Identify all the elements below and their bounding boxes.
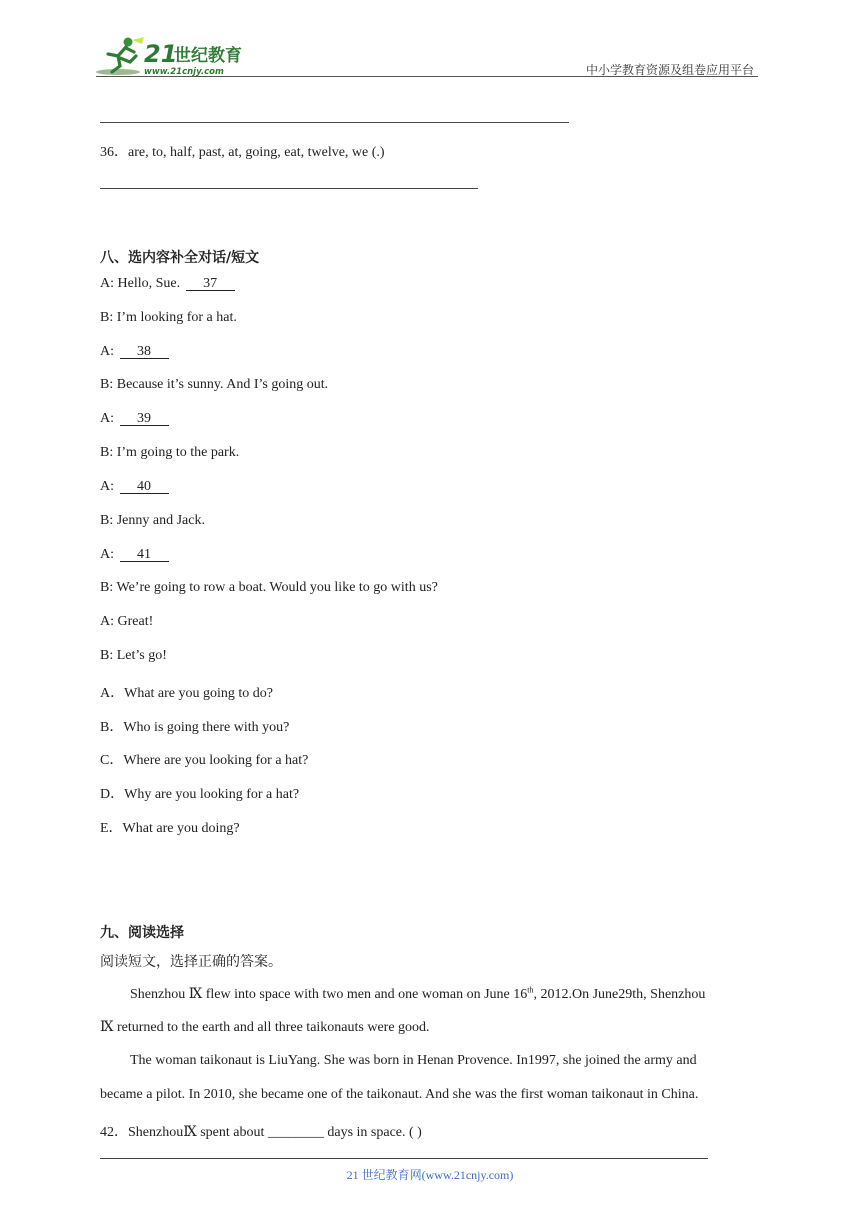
section-9-instruction: 阅读短文，选择正确的答案。: [100, 954, 282, 970]
page-header: [96, 32, 758, 78]
header-divider: [96, 76, 758, 77]
svg-text:21: 21: [144, 40, 178, 68]
blank-37[interactable]: [184, 276, 237, 292]
section-8-title: 八、选内容补全对话/短文: [100, 250, 260, 266]
header-platform-title: 中小学教育资源及组卷应用平台: [585, 63, 754, 77]
option-b[interactable]: B．Who is going there with you?: [100, 720, 290, 735]
option-d[interactable]: D．Why are you looking for a hat?: [100, 787, 300, 802]
passage-text: , 2012.On June29th, Shenzhou: [533, 987, 706, 1002]
question-42: 42．ShenzhouⅨ spent about ________ days in space. ( ): [100, 1125, 422, 1140]
passage-paragraph-2-line-1: The woman taikonaut is LiuYang. She was born in Henan Provence. In1997, she joined the army and: [130, 1053, 697, 1068]
blank-number: 40: [137, 479, 151, 494]
option-a[interactable]: A．What are you going to do?: [100, 686, 274, 701]
blank-number: 41: [137, 547, 151, 562]
footer-divider: [100, 1158, 708, 1159]
dialog-line-3: [100, 344, 171, 360]
blank-number: 39: [137, 411, 151, 426]
passage-paragraph-2-line-2: became a pilot. In 2010, she became one of the taikonaut. And she was the first woman taikonaut in China.: [100, 1087, 699, 1102]
passage-paragraph-1-line-2: Ⅸ returned to the earth and all three taikonauts were good.: [100, 1020, 430, 1035]
section-9-title: 九、阅读选择: [100, 925, 184, 941]
dialog-text: A:: [100, 411, 118, 426]
site-logo[interactable]: [96, 34, 266, 76]
dialog-line-12: B: Let’s go!: [100, 648, 167, 663]
dialog-line-10: B: We’re going to row a boat. Would you like to go with us?: [100, 580, 438, 595]
footer-link[interactable]: 21 世纪教育网(www.21cnjy.com): [346, 1168, 514, 1182]
dialog-line-7: [100, 479, 171, 495]
dialog-text: A:: [100, 344, 118, 359]
question-36: 36．are, to, half, past, at, going, eat, twelve, we (.): [100, 145, 385, 160]
blank-number: 37: [203, 276, 218, 291]
dialog-text: A:: [100, 479, 118, 494]
dialog-line-8: B: Jenny and Jack.: [100, 513, 205, 528]
dialog-line-6: B: I’m going to the park.: [100, 445, 240, 460]
runner-logo-icon: [96, 34, 266, 78]
option-c[interactable]: C．Where are you looking for a hat?: [100, 753, 309, 768]
passage-text: Shenzhou Ⅸ flew into space with two men and one woman on June 16: [130, 987, 528, 1002]
option-e[interactable]: E．What are you doing?: [100, 821, 240, 836]
passage-paragraph-1-line-1: [130, 986, 705, 1003]
dialog-line-11: A: Great!: [100, 614, 154, 629]
svg-text:www.21cnjy.com: www.21cnjy.com: [144, 67, 224, 77]
blank-38[interactable]: [118, 344, 171, 360]
blank-number: 38: [137, 344, 151, 359]
superscript: th: [527, 985, 534, 995]
dialog-line-4: B: Because it’s sunny. And I’s going out.: [100, 377, 329, 392]
dialog-text: A:: [100, 547, 118, 562]
blank-40[interactable]: [118, 479, 171, 495]
answer-line-36[interactable]: [100, 188, 478, 189]
logo-text: 世纪教育: [174, 46, 242, 66]
dialog-text: A: Hello, Sue.: [100, 276, 184, 291]
dialog-line-9: [100, 547, 171, 563]
dialog-line-5: [100, 411, 171, 427]
blank-41[interactable]: [118, 547, 171, 563]
blank-39[interactable]: [118, 411, 171, 427]
answer-line-35[interactable]: [100, 122, 569, 123]
dialog-line-1: [100, 276, 237, 292]
dialog-line-2: B: I’m looking for a hat.: [100, 310, 237, 325]
